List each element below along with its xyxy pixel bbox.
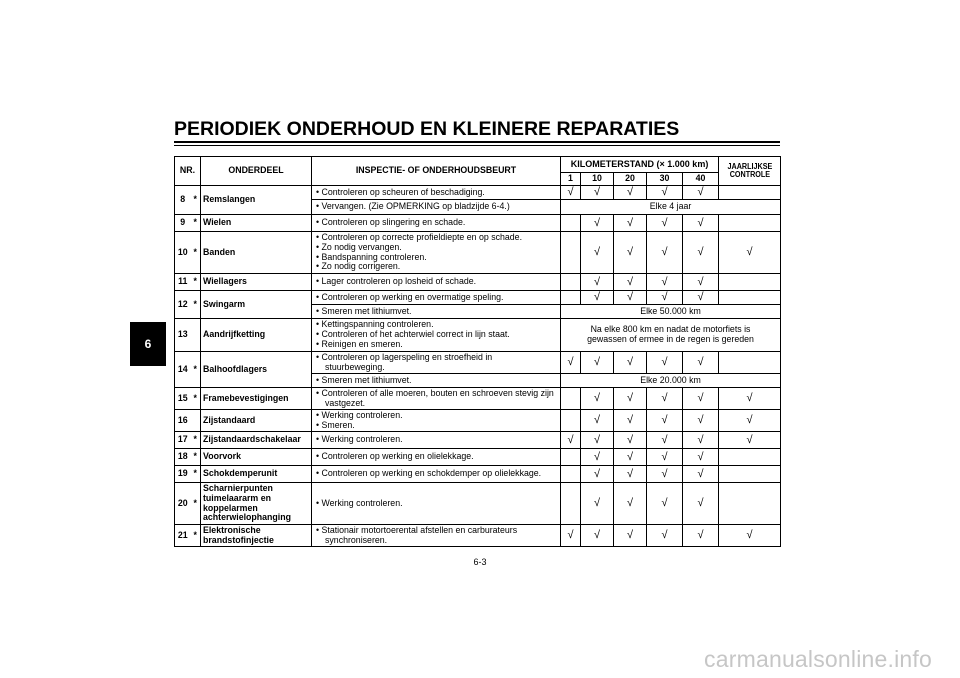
row-part: Zijstandaard — [201, 410, 312, 432]
row-part: Schokdemperunit — [201, 466, 312, 483]
check-mark: √ — [683, 483, 719, 525]
watermark: carmanualsonline.info — [704, 646, 932, 672]
check-mark: √ — [647, 186, 683, 200]
inspection-line: stuurbeweging. — [325, 361, 385, 372]
check-mark: √ — [614, 274, 647, 291]
interval-line: Na elke 800 km en nadat de motorfiets is — [590, 324, 751, 335]
check-mark: √ — [647, 432, 683, 449]
row-inspection: • Werking controleren. — [312, 483, 561, 525]
row-number: 20 — [175, 483, 191, 525]
row-star: * — [191, 388, 201, 410]
check-mark: √ — [683, 352, 719, 374]
empty-cell — [719, 215, 781, 232]
table-row — [175, 483, 781, 525]
header-km-30: 30 — [647, 173, 683, 186]
row-number: 19 — [175, 466, 191, 483]
row-interval: Elke 4 jaar — [561, 200, 781, 215]
check-mark: √ — [581, 388, 614, 410]
check-mark: √ — [561, 525, 581, 547]
maintenance-table — [174, 156, 781, 547]
row-number: 11 — [175, 274, 191, 291]
empty-cell — [719, 291, 781, 305]
check-mark: √ — [647, 352, 683, 374]
row-part: Zijstandaardschakelaar — [201, 432, 312, 449]
check-mark: √ — [647, 483, 683, 525]
check-mark: √ — [614, 215, 647, 232]
row-inspection: • Controleren op werking en schokdemper op olielekkage. — [312, 466, 561, 483]
row-number: 18 — [175, 449, 191, 466]
check-mark: √ — [683, 432, 719, 449]
check-mark: √ — [581, 232, 614, 274]
row-inspection: • Vervangen. (Zie OPMERKING op bladzijde 6-4.) — [312, 200, 561, 215]
inspection-line: vastgezet. — [325, 397, 366, 408]
check-mark: √ — [647, 232, 683, 274]
header-yearly — [719, 157, 781, 186]
row-number: 15 — [175, 388, 191, 410]
inspection-line: • Kettingspanning controleren. — [316, 319, 434, 330]
check-mark: √ — [647, 525, 683, 547]
table-row — [175, 410, 781, 432]
row-number: 17 — [175, 432, 191, 449]
row-part: Wiellagers — [201, 274, 312, 291]
header-yearly-line1: JAARLIJKSE — [727, 161, 772, 171]
row-star: * — [191, 432, 201, 449]
check-mark: √ — [719, 388, 781, 410]
empty-cell — [561, 449, 581, 466]
row-inspection — [312, 388, 561, 410]
check-mark: √ — [719, 410, 781, 432]
empty-cell — [719, 274, 781, 291]
header-nr: NR. — [175, 157, 201, 186]
row-part: Banden — [201, 232, 312, 274]
inspection-line: • Stationair motortoerental afstellen en carburateurs — [316, 524, 518, 535]
row-inspection: • Controleren op werking en overmatige speling. — [312, 291, 561, 305]
header-inspection: INSPECTIE- OF ONDERHOUDSBEURT — [312, 157, 561, 186]
header-km-10: 10 — [581, 173, 614, 186]
row-part — [201, 525, 312, 547]
check-mark: √ — [614, 483, 647, 525]
row-number: 10 — [175, 232, 191, 274]
inspection-line: synchroniseren. — [325, 534, 388, 545]
check-mark: √ — [647, 291, 683, 305]
check-mark: √ — [719, 525, 781, 547]
empty-cell — [561, 466, 581, 483]
check-mark: √ — [683, 388, 719, 410]
row-part: Aandrijfketting — [201, 319, 312, 352]
check-mark: √ — [683, 525, 719, 547]
check-mark: √ — [683, 232, 719, 274]
table-row — [175, 466, 781, 483]
part-line: brandstofinjectie — [203, 534, 274, 545]
row-star: * — [191, 186, 201, 215]
check-mark: √ — [614, 232, 647, 274]
empty-cell — [719, 483, 781, 525]
check-mark: √ — [719, 432, 781, 449]
check-mark: √ — [614, 525, 647, 547]
empty-cell — [561, 388, 581, 410]
check-mark: √ — [614, 449, 647, 466]
row-star: * — [191, 352, 201, 388]
check-mark: √ — [683, 215, 719, 232]
table-row — [175, 186, 781, 200]
check-mark: √ — [581, 483, 614, 525]
row-number: 14 — [175, 352, 191, 388]
row-part: Wielen — [201, 215, 312, 232]
inspection-line: • Controleren op correcte profieldiepte en op schade. — [316, 231, 523, 242]
check-mark: √ — [719, 232, 781, 274]
empty-cell — [561, 215, 581, 232]
row-number: 21 — [175, 525, 191, 547]
part-line: Scharnierpunten — [203, 482, 273, 493]
table-header-row — [175, 157, 781, 173]
part-line: achterwielophanging — [203, 512, 291, 523]
inspection-line: • Controleren of alle moeren, bouten en schroeven stevig zijn — [316, 387, 554, 398]
row-interval — [561, 319, 781, 352]
check-mark: √ — [614, 291, 647, 305]
header-yearly-line2: CONTROLE — [729, 169, 770, 179]
check-mark: √ — [647, 449, 683, 466]
row-number: 13 — [175, 319, 191, 352]
row-star: * — [191, 466, 201, 483]
row-inspection: • Werking controleren. — [312, 432, 561, 449]
inspection-line: • Zo nodig corrigeren. — [316, 261, 401, 272]
inspection-line: • Controleren op lagerspeling en stroefheid in — [316, 351, 493, 362]
title-rule — [174, 141, 780, 143]
check-mark: √ — [647, 274, 683, 291]
row-star: * — [191, 232, 201, 274]
title-rule-thin — [174, 145, 780, 146]
check-mark: √ — [683, 449, 719, 466]
chapter-tab[interactable]: 6 — [130, 322, 166, 366]
page-number: 6-3 — [473, 557, 487, 567]
check-mark: √ — [561, 186, 581, 200]
check-mark: √ — [683, 274, 719, 291]
row-inspection: • Lager controleren op losheid of schade. — [312, 274, 561, 291]
check-mark: √ — [683, 466, 719, 483]
table-row — [175, 215, 781, 232]
header-km: KILOMETERSTAND (× 1.000 km) — [561, 157, 719, 173]
row-part — [201, 483, 312, 525]
check-mark: √ — [581, 410, 614, 432]
row-star: * — [191, 449, 201, 466]
empty-cell — [561, 274, 581, 291]
check-mark: √ — [614, 410, 647, 432]
check-mark: √ — [614, 432, 647, 449]
empty-cell — [561, 410, 581, 432]
row-inspection: • Controleren op scheuren of beschadiging. — [312, 186, 561, 200]
row-star: * — [191, 525, 201, 547]
table-row — [175, 352, 781, 374]
row-interval: Elke 20.000 km — [561, 374, 781, 388]
row-number: 12 — [175, 291, 191, 319]
row-star: * — [191, 215, 201, 232]
interval-line: gewassen of ermee in de regen is gereden — [587, 334, 754, 344]
table-row — [175, 274, 781, 291]
check-mark: √ — [581, 525, 614, 547]
row-interval: Elke 50.000 km — [561, 305, 781, 319]
check-mark: √ — [581, 466, 614, 483]
row-star: * — [191, 483, 201, 525]
check-mark: √ — [683, 410, 719, 432]
row-inspection — [312, 319, 561, 352]
check-mark: √ — [647, 466, 683, 483]
empty-cell — [719, 466, 781, 483]
row-inspection — [312, 352, 561, 374]
inspection-line: • Controleren of het achterwiel correct in lijn staat. — [316, 329, 510, 340]
part-line: tuimelaararm en — [203, 492, 271, 503]
table-row — [175, 388, 781, 410]
empty-cell — [719, 186, 781, 200]
check-mark: √ — [647, 388, 683, 410]
check-mark: √ — [581, 432, 614, 449]
row-part: Swingarm — [201, 291, 312, 319]
row-part: Remslangen — [201, 186, 312, 215]
check-mark: √ — [581, 274, 614, 291]
row-inspection: • Smeren met lithiumvet. — [312, 374, 561, 388]
row-inspection: • Smeren met lithiumvet. — [312, 305, 561, 319]
table-row — [175, 449, 781, 466]
row-inspection — [312, 232, 561, 274]
empty-cell — [561, 232, 581, 274]
check-mark: √ — [581, 186, 614, 200]
part-line: Elektronische — [203, 524, 261, 535]
check-mark: √ — [683, 186, 719, 200]
check-mark: √ — [683, 291, 719, 305]
row-part: Framebevestigingen — [201, 388, 312, 410]
header-km-20: 20 — [614, 173, 647, 186]
inspection-line: • Werking controleren. — [316, 409, 403, 420]
empty-cell — [561, 291, 581, 305]
row-star: * — [191, 291, 201, 319]
row-number: 9 — [175, 215, 191, 232]
empty-cell — [719, 352, 781, 374]
check-mark: √ — [561, 432, 581, 449]
check-mark: √ — [614, 466, 647, 483]
inspection-line: • Bandspanning controleren. — [316, 251, 427, 262]
inspection-line: • Smeren. — [316, 419, 355, 430]
table-row — [175, 319, 781, 352]
table-row — [175, 432, 781, 449]
check-mark: √ — [561, 352, 581, 374]
row-number: 16 — [175, 410, 191, 432]
inspection-line: • Zo nodig vervangen. — [316, 241, 402, 252]
header-km-1: 1 — [561, 173, 581, 186]
row-star: * — [191, 274, 201, 291]
row-part: Voorvork — [201, 449, 312, 466]
header-part: ONDERDEEL — [201, 157, 312, 186]
check-mark: √ — [614, 352, 647, 374]
row-part: Balhoofdlagers — [201, 352, 312, 388]
header-km-40: 40 — [683, 173, 719, 186]
table-row — [175, 525, 781, 547]
inspection-line: • Reinigen en smeren. — [316, 338, 403, 349]
row-inspection: • Controleren op slingering en schade. — [312, 215, 561, 232]
check-mark: √ — [581, 291, 614, 305]
row-inspection — [312, 410, 561, 432]
check-mark: √ — [614, 186, 647, 200]
row-star — [191, 410, 201, 432]
empty-cell — [561, 483, 581, 525]
row-inspection — [312, 525, 561, 547]
table-row — [175, 232, 781, 274]
row-inspection: • Controleren op werking en olielekkage. — [312, 449, 561, 466]
empty-cell — [719, 449, 781, 466]
check-mark: √ — [614, 388, 647, 410]
table-row — [175, 291, 781, 305]
row-number: 8 — [175, 186, 191, 215]
check-mark: √ — [581, 215, 614, 232]
row-star — [191, 319, 201, 352]
page-title: PERIODIEK ONDERHOUD EN KLEINERE REPARATIES — [174, 118, 680, 140]
check-mark: √ — [647, 410, 683, 432]
check-mark: √ — [581, 352, 614, 374]
check-mark: √ — [647, 215, 683, 232]
check-mark: √ — [581, 449, 614, 466]
part-line: koppelarmen — [203, 502, 258, 513]
